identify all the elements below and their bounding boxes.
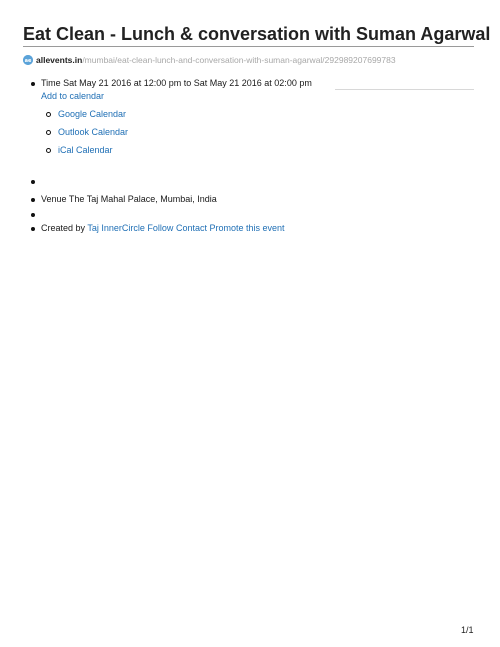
svg-text:ae: ae: [24, 57, 32, 64]
outlook-calendar-link[interactable]: Outlook Calendar: [58, 127, 129, 137]
event-details-list: [0, 77, 312, 235]
list-item-empty: [0, 175, 312, 193]
follow-link[interactable]: Follow: [147, 223, 174, 233]
calendar-option-ical: [41, 144, 312, 162]
calendar-option-outlook: [41, 126, 312, 144]
google-calendar-link[interactable]: Google Calendar: [58, 109, 127, 119]
calendar-options-list: [41, 108, 312, 162]
add-to-calendar-link[interactable]: Add to calendar: [41, 91, 105, 101]
list-item-created-by: [0, 222, 312, 235]
promote-event-link[interactable]: Promote this event: [209, 223, 285, 233]
allevents-logo-icon: [23, 55, 33, 65]
list-item-time: [0, 77, 312, 175]
list-item-empty: [0, 208, 312, 222]
source-url[interactable]: [23, 53, 396, 66]
page-number: 1/1: [461, 625, 474, 635]
contact-link[interactable]: Contact: [175, 223, 207, 233]
ical-calendar-link[interactable]: iCal Calendar: [58, 145, 113, 155]
event-venue: Venue The Taj Mahal Palace, Mumbai, India: [41, 194, 217, 204]
created-by-label: Created by: [41, 223, 86, 233]
title-divider: [23, 46, 474, 47]
source-domain[interactable]: allevents.in: [36, 54, 83, 65]
organizer-link[interactable]: Taj InnerCircle: [87, 223, 145, 233]
calendar-option-google: [41, 108, 312, 126]
page-title: Eat Clean - Lunch & conversation with Suman Agarwal: [23, 24, 491, 44]
list-item-venue: [0, 193, 312, 208]
event-time: Time Sat May 21 2016 at 12:00 pm to Sat May 21 2016 at 02:00 pm: [41, 78, 312, 88]
source-path[interactable]: /mumbai/eat-clean-lunch-and-conversation-with-suman-agarwal/292989207699783: [82, 54, 396, 65]
side-divider: [335, 89, 474, 90]
